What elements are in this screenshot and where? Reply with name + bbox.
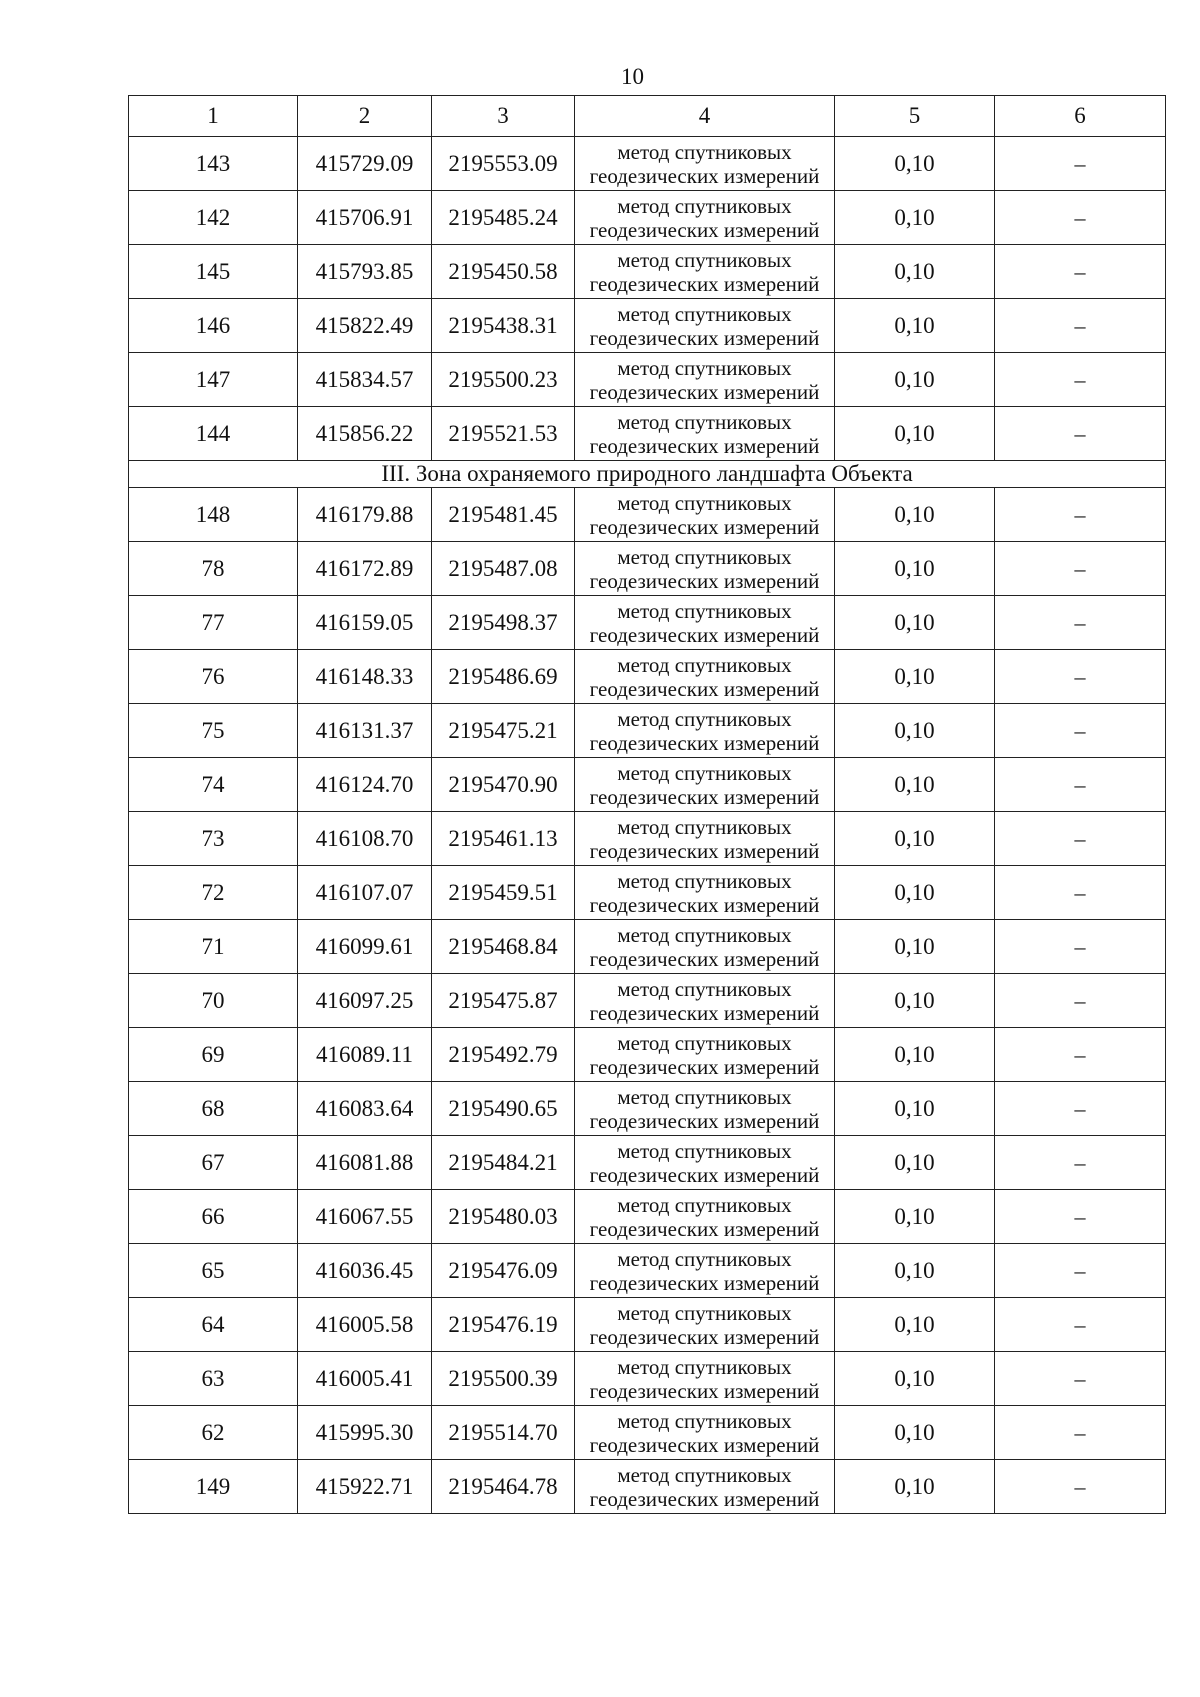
method-line-2: геодезических измерений [589, 379, 820, 404]
method-line-1: метод спутниковых [617, 1192, 792, 1217]
method-cell [575, 137, 835, 191]
method-line-2: геодезических измерений [589, 1324, 820, 1349]
method-cell [575, 1406, 835, 1460]
table-row [129, 542, 1166, 596]
method-line-1: метод спутниковых [617, 1084, 792, 1109]
method-line-1: метод спутниковых [617, 706, 792, 731]
point-number-cell: 76 [129, 650, 298, 704]
method-cell [575, 299, 835, 353]
x-coordinate-cell: 415995.30 [298, 1406, 432, 1460]
method-line-2: геодезических измерений [589, 838, 820, 863]
table-row [129, 704, 1166, 758]
x-coordinate-cell: 416089.11 [298, 1028, 432, 1082]
method-line-2: геодезических измерений [589, 1270, 820, 1295]
note-cell: – [995, 191, 1166, 245]
x-coordinate-cell: 416148.33 [298, 650, 432, 704]
point-number-cell: 146 [129, 299, 298, 353]
note-cell: – [995, 866, 1166, 920]
method-cell [575, 650, 835, 704]
x-coordinate-cell: 416172.89 [298, 542, 432, 596]
note-cell: – [995, 353, 1166, 407]
accuracy-cell: 0,10 [835, 542, 995, 596]
section-header-row [129, 461, 1166, 488]
x-coordinate-cell: 415856.22 [298, 407, 432, 461]
method-line-1: метод спутниковых [617, 1030, 792, 1055]
table-row [129, 1136, 1166, 1190]
table-row [129, 245, 1166, 299]
x-coordinate-cell: 415834.57 [298, 353, 432, 407]
method-cell [575, 1244, 835, 1298]
method-line-2: геодезических измерений [589, 946, 820, 971]
column-header: 2 [298, 96, 432, 137]
note-cell: – [995, 758, 1166, 812]
x-coordinate-cell: 416179.88 [298, 488, 432, 542]
method-line-1: метод спутниковых [617, 976, 792, 1001]
note-cell: – [995, 245, 1166, 299]
point-number-cell: 62 [129, 1406, 298, 1460]
y-coordinate-cell: 2195500.39 [432, 1352, 575, 1406]
method-line-2: геодезических измерений [589, 622, 820, 647]
method-line-1: метод спутниковых [617, 1462, 792, 1487]
method-line-2: геодезических измерений [589, 1486, 820, 1511]
method-cell [575, 353, 835, 407]
x-coordinate-cell: 416067.55 [298, 1190, 432, 1244]
method-line-2: геодезических измерений [589, 514, 820, 539]
method-line-1: метод спутниковых [617, 922, 792, 947]
point-number-cell: 147 [129, 353, 298, 407]
method-line-2: геодезических измерений [589, 217, 820, 242]
accuracy-cell: 0,10 [835, 650, 995, 704]
table-row [129, 1460, 1166, 1514]
x-coordinate-cell: 416124.70 [298, 758, 432, 812]
method-cell [575, 1136, 835, 1190]
method-cell [575, 488, 835, 542]
note-cell: – [995, 1460, 1166, 1514]
method-line-1: метод спутниковых [617, 814, 792, 839]
method-line-2: геодезических измерений [589, 1054, 820, 1079]
accuracy-cell: 0,10 [835, 596, 995, 650]
y-coordinate-cell: 2195487.08 [432, 542, 575, 596]
table-row [129, 758, 1166, 812]
point-number-cell: 75 [129, 704, 298, 758]
method-cell [575, 596, 835, 650]
accuracy-cell: 0,10 [835, 1082, 995, 1136]
table-row [129, 1406, 1166, 1460]
table-row [129, 488, 1166, 542]
y-coordinate-cell: 2195485.24 [432, 191, 575, 245]
x-coordinate-cell: 416083.64 [298, 1082, 432, 1136]
method-line-2: геодезических измерений [589, 568, 820, 593]
accuracy-cell: 0,10 [835, 137, 995, 191]
accuracy-cell: 0,10 [835, 299, 995, 353]
x-coordinate-cell: 416005.41 [298, 1352, 432, 1406]
point-number-cell: 73 [129, 812, 298, 866]
accuracy-cell: 0,10 [835, 245, 995, 299]
y-coordinate-cell: 2195521.53 [432, 407, 575, 461]
point-number-cell: 69 [129, 1028, 298, 1082]
y-coordinate-cell: 2195461.13 [432, 812, 575, 866]
note-cell: – [995, 1190, 1166, 1244]
note-cell: – [995, 1136, 1166, 1190]
point-number-cell: 66 [129, 1190, 298, 1244]
table-row [129, 1028, 1166, 1082]
note-cell: – [995, 1298, 1166, 1352]
point-number-cell: 148 [129, 488, 298, 542]
y-coordinate-cell: 2195438.31 [432, 299, 575, 353]
x-coordinate-cell: 415822.49 [298, 299, 432, 353]
y-coordinate-cell: 2195492.79 [432, 1028, 575, 1082]
y-coordinate-cell: 2195450.58 [432, 245, 575, 299]
method-cell [575, 1028, 835, 1082]
method-line-1: метод спутниковых [617, 1138, 792, 1163]
table-row [129, 596, 1166, 650]
note-cell: – [995, 299, 1166, 353]
y-coordinate-cell: 2195475.21 [432, 704, 575, 758]
method-line-1: метод спутниковых [617, 544, 792, 569]
note-cell: – [995, 488, 1166, 542]
y-coordinate-cell: 2195484.21 [432, 1136, 575, 1190]
point-number-cell: 68 [129, 1082, 298, 1136]
point-number-cell: 64 [129, 1298, 298, 1352]
y-coordinate-cell: 2195481.45 [432, 488, 575, 542]
accuracy-cell: 0,10 [835, 1460, 995, 1514]
y-coordinate-cell: 2195464.78 [432, 1460, 575, 1514]
method-line-2: геодезических измерений [589, 676, 820, 701]
method-cell [575, 1352, 835, 1406]
note-cell: – [995, 1082, 1166, 1136]
y-coordinate-cell: 2195476.19 [432, 1298, 575, 1352]
note-cell: – [995, 812, 1166, 866]
accuracy-cell: 0,10 [835, 704, 995, 758]
x-coordinate-cell: 416036.45 [298, 1244, 432, 1298]
table-row [129, 866, 1166, 920]
table-row [129, 191, 1166, 245]
method-line-1: метод спутниковых [617, 652, 792, 677]
y-coordinate-cell: 2195480.03 [432, 1190, 575, 1244]
method-line-1: метод спутниковых [617, 409, 792, 434]
column-header: 6 [995, 96, 1166, 137]
method-line-1: метод спутниковых [617, 760, 792, 785]
point-number-cell: 71 [129, 920, 298, 974]
accuracy-cell: 0,10 [835, 1352, 995, 1406]
method-line-1: метод спутниковых [617, 598, 792, 623]
accuracy-cell: 0,10 [835, 1244, 995, 1298]
accuracy-cell: 0,10 [835, 974, 995, 1028]
method-line-1: метод спутниковых [617, 301, 792, 326]
column-header: 5 [835, 96, 995, 137]
coordinates-table [128, 95, 1166, 1514]
table-row [129, 353, 1166, 407]
note-cell: – [995, 974, 1166, 1028]
method-cell [575, 812, 835, 866]
x-coordinate-cell: 416108.70 [298, 812, 432, 866]
y-coordinate-cell: 2195490.65 [432, 1082, 575, 1136]
table-row [129, 299, 1166, 353]
accuracy-cell: 0,10 [835, 1028, 995, 1082]
coordinates-table-body [129, 96, 1166, 1514]
note-cell: – [995, 650, 1166, 704]
method-line-2: геодезических измерений [589, 1432, 820, 1457]
point-number-cell: 78 [129, 542, 298, 596]
method-line-2: геодезических измерений [589, 271, 820, 296]
method-cell [575, 1082, 835, 1136]
method-cell [575, 407, 835, 461]
table-row [129, 650, 1166, 704]
note-cell: – [995, 920, 1166, 974]
accuracy-cell: 0,10 [835, 1298, 995, 1352]
table-row [129, 1082, 1166, 1136]
note-cell: – [995, 1352, 1166, 1406]
accuracy-cell: 0,10 [835, 758, 995, 812]
column-header: 4 [575, 96, 835, 137]
point-number-cell: 143 [129, 137, 298, 191]
method-cell [575, 1190, 835, 1244]
method-line-2: геодезических измерений [589, 1162, 820, 1187]
y-coordinate-cell: 2195500.23 [432, 353, 575, 407]
x-coordinate-cell: 416081.88 [298, 1136, 432, 1190]
y-coordinate-cell: 2195486.69 [432, 650, 575, 704]
note-cell: – [995, 542, 1166, 596]
method-line-1: метод спутниковых [617, 193, 792, 218]
method-line-1: метод спутниковых [617, 1354, 792, 1379]
point-number-cell: 74 [129, 758, 298, 812]
accuracy-cell: 0,10 [835, 812, 995, 866]
point-number-cell: 77 [129, 596, 298, 650]
x-coordinate-cell: 416005.58 [298, 1298, 432, 1352]
table-row [129, 1298, 1166, 1352]
method-line-1: метод спутниковых [617, 490, 792, 515]
method-line-1: метод спутниковых [617, 1300, 792, 1325]
point-number-cell: 144 [129, 407, 298, 461]
point-number-cell: 149 [129, 1460, 298, 1514]
method-line-2: геодезических измерений [589, 1000, 820, 1025]
method-cell [575, 866, 835, 920]
note-cell: – [995, 137, 1166, 191]
point-number-cell: 65 [129, 1244, 298, 1298]
x-coordinate-cell: 416097.25 [298, 974, 432, 1028]
note-cell: – [995, 596, 1166, 650]
method-cell [575, 245, 835, 299]
point-number-cell: 145 [129, 245, 298, 299]
table-row [129, 1244, 1166, 1298]
table-row [129, 1352, 1166, 1406]
note-cell: – [995, 1028, 1166, 1082]
accuracy-cell: 0,10 [835, 191, 995, 245]
y-coordinate-cell: 2195514.70 [432, 1406, 575, 1460]
x-coordinate-cell: 416159.05 [298, 596, 432, 650]
method-cell [575, 1460, 835, 1514]
accuracy-cell: 0,10 [835, 488, 995, 542]
method-line-1: метод спутниковых [617, 1408, 792, 1433]
accuracy-cell: 0,10 [835, 353, 995, 407]
method-line-2: геодезических измерений [589, 433, 820, 458]
y-coordinate-cell: 2195470.90 [432, 758, 575, 812]
page-number: 10 [621, 64, 644, 89]
x-coordinate-cell: 415729.09 [298, 137, 432, 191]
method-line-1: метод спутниковых [617, 247, 792, 272]
table-header-row [129, 96, 1166, 137]
accuracy-cell: 0,10 [835, 1406, 995, 1460]
method-cell [575, 704, 835, 758]
method-line-2: геодезических измерений [589, 892, 820, 917]
y-coordinate-cell: 2195498.37 [432, 596, 575, 650]
method-cell [575, 1298, 835, 1352]
note-cell: – [995, 1244, 1166, 1298]
method-line-2: геодезических измерений [589, 784, 820, 809]
note-cell: – [995, 407, 1166, 461]
table-row [129, 812, 1166, 866]
section-title: III. Зона охраняемого природного ландшафта Объекта [129, 461, 1166, 488]
method-line-2: геодезических измерений [589, 1108, 820, 1133]
method-line-1: метод спутниковых [617, 139, 792, 164]
table-row [129, 407, 1166, 461]
point-number-cell: 67 [129, 1136, 298, 1190]
method-cell [575, 191, 835, 245]
table-row [129, 1190, 1166, 1244]
y-coordinate-cell: 2195476.09 [432, 1244, 575, 1298]
y-coordinate-cell: 2195459.51 [432, 866, 575, 920]
method-cell [575, 542, 835, 596]
x-coordinate-cell: 415706.91 [298, 191, 432, 245]
point-number-cell: 63 [129, 1352, 298, 1406]
method-cell [575, 920, 835, 974]
x-coordinate-cell: 416107.07 [298, 866, 432, 920]
y-coordinate-cell: 2195553.09 [432, 137, 575, 191]
column-header: 3 [432, 96, 575, 137]
table-row [129, 137, 1166, 191]
accuracy-cell: 0,10 [835, 1136, 995, 1190]
point-number-cell: 72 [129, 866, 298, 920]
accuracy-cell: 0,10 [835, 1190, 995, 1244]
method-line-2: геодезических измерений [589, 730, 820, 755]
method-line-1: метод спутниковых [617, 868, 792, 893]
method-cell [575, 758, 835, 812]
table-row [129, 974, 1166, 1028]
method-line-2: геодезических измерений [589, 163, 820, 188]
column-header: 1 [129, 96, 298, 137]
y-coordinate-cell: 2195475.87 [432, 974, 575, 1028]
accuracy-cell: 0,10 [835, 866, 995, 920]
accuracy-cell: 0,10 [835, 920, 995, 974]
x-coordinate-cell: 416131.37 [298, 704, 432, 758]
x-coordinate-cell: 415793.85 [298, 245, 432, 299]
method-line-2: геодезических измерений [589, 325, 820, 350]
method-line-1: метод спутниковых [617, 355, 792, 380]
method-line-1: метод спутниковых [617, 1246, 792, 1271]
table-row [129, 920, 1166, 974]
y-coordinate-cell: 2195468.84 [432, 920, 575, 974]
point-number-cell: 142 [129, 191, 298, 245]
method-line-2: геодезических измерений [589, 1216, 820, 1241]
method-cell [575, 974, 835, 1028]
point-number-cell: 70 [129, 974, 298, 1028]
method-line-2: геодезических измерений [589, 1378, 820, 1403]
x-coordinate-cell: 415922.71 [298, 1460, 432, 1514]
x-coordinate-cell: 416099.61 [298, 920, 432, 974]
note-cell: – [995, 704, 1166, 758]
note-cell: – [995, 1406, 1166, 1460]
accuracy-cell: 0,10 [835, 407, 995, 461]
